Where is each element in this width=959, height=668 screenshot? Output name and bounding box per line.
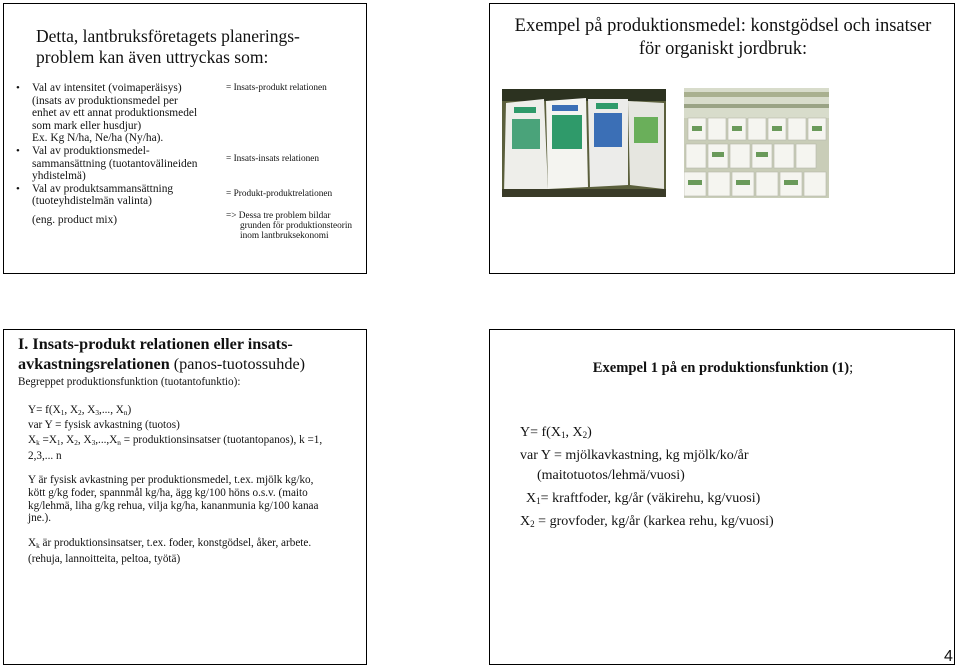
example-y-definition-finnish: (maitotuotos/lehmä/vuosi) <box>537 468 685 483</box>
buckets-shelf-image <box>684 88 829 198</box>
bullet-dot-icon: • <box>16 182 20 195</box>
slide1-bullet-list <box>16 82 221 227</box>
example-y-definition: var Y = mjölkavkastning, kg mjölk/ko/år <box>520 448 749 463</box>
bullet-line: (tuoteyhdistelmän valinta) <box>32 195 152 208</box>
bullet-intensity <box>16 82 221 145</box>
bullet-line: Val av produktsammansättning <box>32 182 174 195</box>
y-definition: var Y = fysisk avkastning (tuotos) <box>28 419 180 431</box>
example-x1-definition: $X_1=$ kraftfoder, kg/år (väkirehu, kg/vuosi) <box>526 491 761 506</box>
y-example-paragraph: Y är fysisk avkastning per produktionsmedel, t.ex. mjölk kg/ko, kött g/kg foder, spannmål kg/ha, ägg kg/100 höns o.s.v. (maito kg/lehmä, liha g/kg rehua, vilja kg/ha, kananmunia kg/100 kanaa jne.). <box>28 474 319 525</box>
relation-input-product: = Insats-produkt relationen <box>226 83 327 93</box>
bullet-line: sammansättning (tuotantovälineiden <box>32 157 198 170</box>
slide-input-product-relation <box>3 329 367 665</box>
relation-input-input: = Insats-insats relationen <box>226 154 320 164</box>
slide4-title: Exempel 1 på en produktionsfunktion (1); <box>592 360 854 376</box>
bullet-dot-icon: • <box>16 82 20 94</box>
slide3-title-finnish: (panos-tuotossuhde) <box>173 355 306 373</box>
slide1-title: Detta, lantbruksföretagets planerings-problem kan även uttryckas som: <box>36 26 300 67</box>
bullet-dot-icon: • <box>16 144 20 157</box>
relation-product-product: = Produkt-produktrelationen <box>226 189 333 199</box>
bullet-line: Ex. Kg N/ha, Ne/ha (Ny/ha). <box>32 132 164 145</box>
production-function-formula: $Y= f(X_1$, $X_2$, $X_3$,..., $X_n$) <box>28 404 132 417</box>
bullet-line: (insats av produktionsmedel per <box>32 94 178 107</box>
bullet-line: som mark eller husdjur) <box>32 119 142 132</box>
fertilizer-bags-photo <box>502 89 666 197</box>
fertilizer-bags-image <box>502 89 666 197</box>
bullet-line: yhdistelmä) <box>32 170 86 183</box>
bullet-line: (eng. product mix) <box>32 213 118 226</box>
example-x2-definition: $X_2$ = grovfoder, kg/år (karkea rehu, kg/vuosi) <box>520 514 774 529</box>
bullet-line: Val av produktionsmedel- <box>32 144 150 157</box>
slide-production-function-example <box>489 329 955 665</box>
slide2-title: Exempel på produktionsmedel: konstgödsel och insatser för organiskt jordbruk: <box>514 16 932 59</box>
slide3-title-bold: I. Insats-produkt relationen eller insats-avkastningsrelationen <box>18 335 293 373</box>
conclusion-line: inom lantbruksekonomi <box>240 231 329 241</box>
slide3-subtitle: Begreppet produktionsfunktion (tuotantofunktio): <box>18 376 241 388</box>
organic-inputs-buckets-photo <box>684 88 829 198</box>
bullet-line: enhet av ett annat produktionsmedel <box>32 107 198 120</box>
xk-example-paragraph: $X_k$ är produktionsinsatser, t.ex. foder, konstgödsel, åker, arbete. (rehuja, lannoitteita, peltoa, työtä) <box>28 537 312 565</box>
slide-planning-problem <box>3 3 367 274</box>
page-number: 4 <box>944 648 953 665</box>
x-definition: $X_k =X_1$, $X_2$, $X_3,...,X_n$ = produktionsinsatser (tuotantopanos), k =1, 2,3,... n <box>28 434 323 462</box>
bullet-input-mix <box>16 145 221 183</box>
conclusion-line: grunden för produktionsteorin <box>240 221 353 231</box>
slide-production-inputs-example <box>489 3 955 274</box>
bullet-product-mix <box>16 183 221 227</box>
conclusion-line: => Dessa tre problem bildar <box>226 211 331 221</box>
bullet-line: Val av intensitet (voimaperäisys) <box>32 82 182 94</box>
slide3-title <box>18 334 358 374</box>
example-function-formula: $Y= f(X_1$, $X_2$) <box>520 425 592 440</box>
